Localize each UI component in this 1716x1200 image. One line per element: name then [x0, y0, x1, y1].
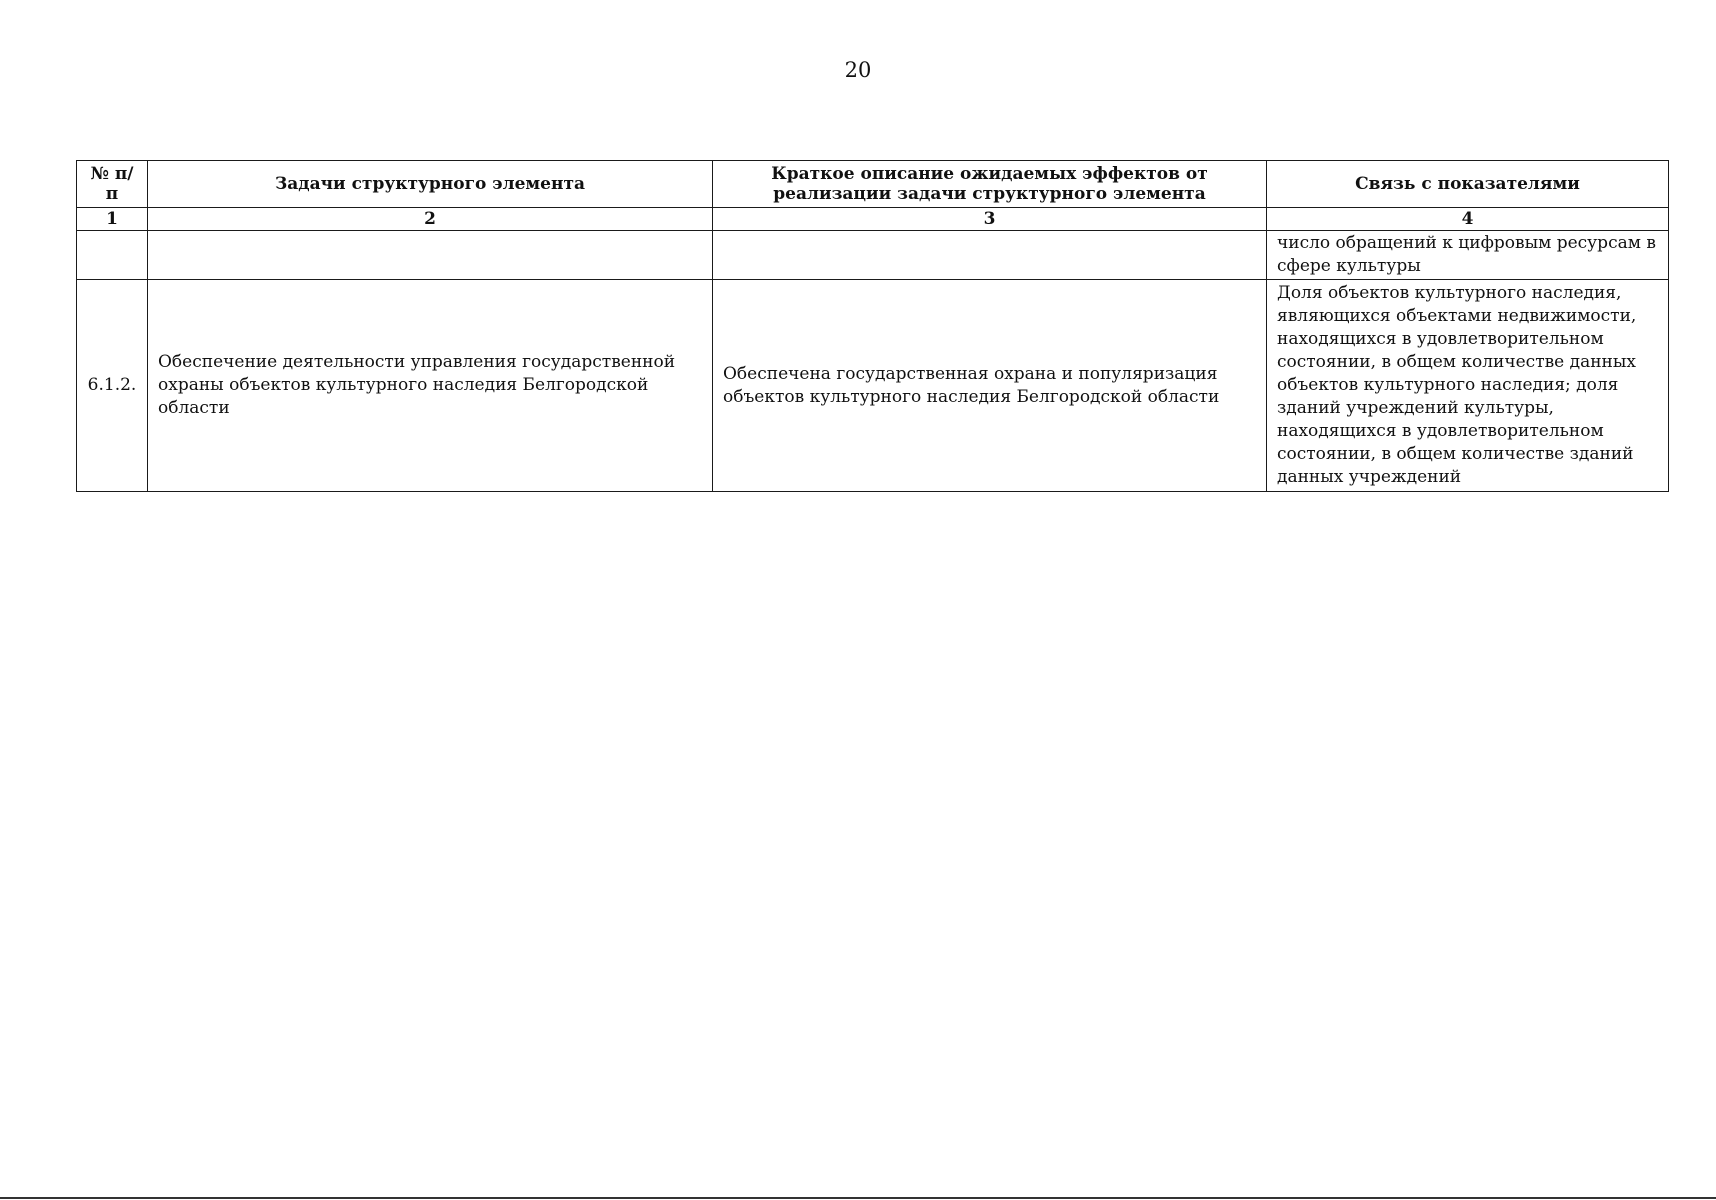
column-number: 4 [1267, 208, 1669, 231]
row-effect [713, 231, 1267, 280]
table-row [77, 231, 1669, 280]
column-number: 3 [713, 208, 1267, 231]
column-number: 1 [77, 208, 148, 231]
header-indicators: Связь с показателями [1267, 161, 1669, 208]
row-indicators: Доля объектов культурного наследия, являющихся объектами недвижимости, находящихся в удовлетворительном состоянии, в общем количестве данных объектов культурного наследия; доля зданий учреждений культуры, находящихся в удовлетворительном состоянии, в общем количестве зданий данных учреждений [1267, 280, 1669, 492]
row-effect: Обеспечена государственная охрана и популяризация объектов культурного наследия Белгородской области [713, 280, 1267, 492]
header-number: № п/п [77, 161, 148, 208]
row-number: 6.1.2. [77, 280, 148, 492]
table-header-row [77, 161, 1669, 208]
row-task: Обеспечение деятельности управления государственной охраны объектов культурного наследия Белгородской области [148, 280, 713, 492]
page-bottom-edge [0, 1197, 1716, 1199]
row-number [77, 231, 148, 280]
row-task [148, 231, 713, 280]
header-tasks: Задачи структурного элемента [148, 161, 713, 208]
column-number-row [77, 208, 1669, 231]
column-number: 2 [148, 208, 713, 231]
page-number: 20 [844, 58, 872, 82]
table-row [77, 280, 1669, 492]
row-indicators: число обращений к цифровым ресурсам в сфере культуры [1267, 231, 1669, 280]
header-effects: Краткое описание ожидаемых эффектов от реализации задачи структурного элемента [713, 161, 1267, 208]
structural-element-table [76, 160, 1669, 492]
